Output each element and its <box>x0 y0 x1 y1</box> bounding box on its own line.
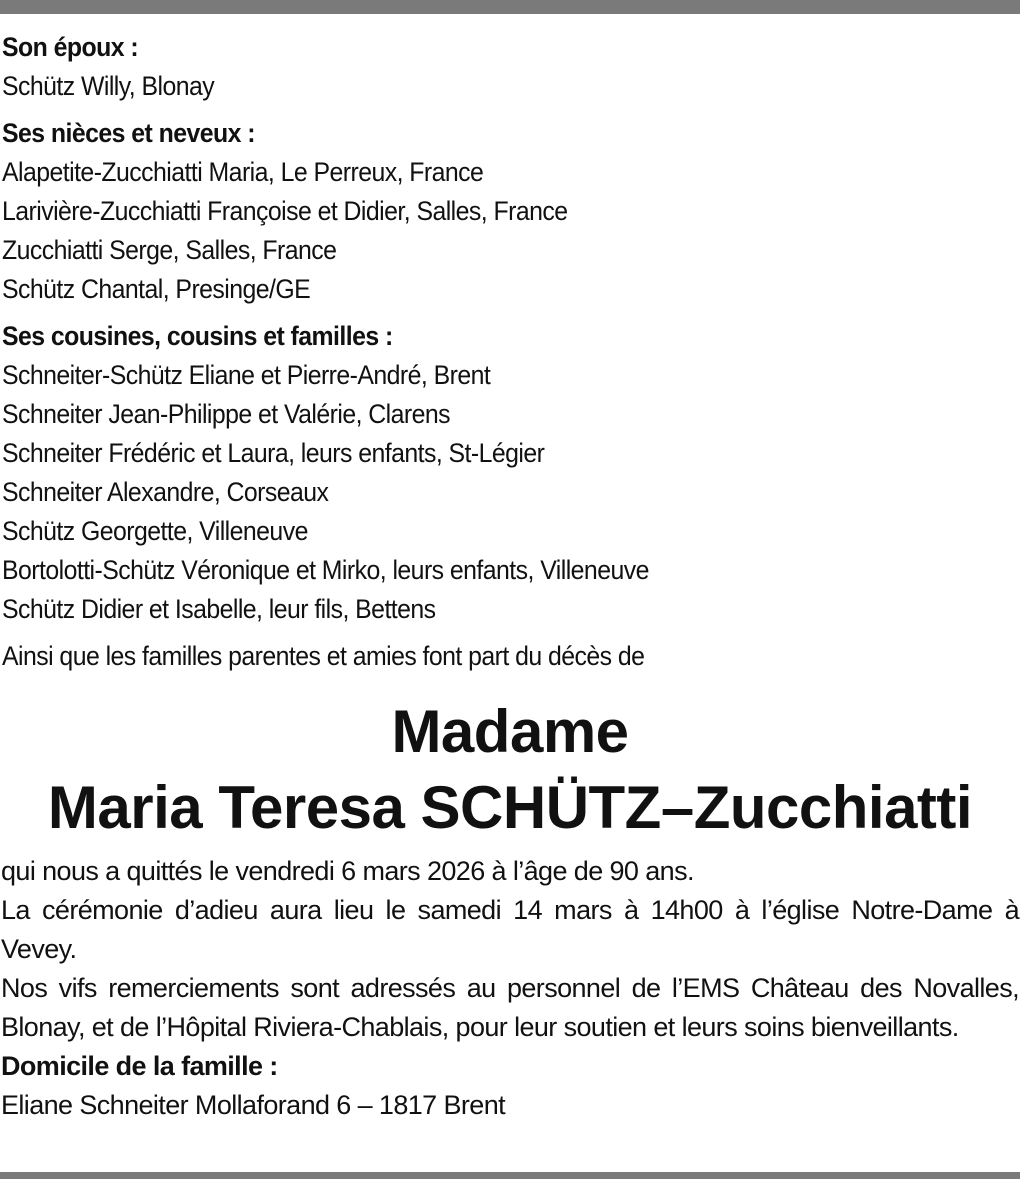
domicile-heading: Domicile de la famille : <box>1 1051 278 1081</box>
cousin-line: Schneiter Frédéric et Laura, leurs enfants, St-Légier <box>2 438 545 468</box>
cousins-heading: Ses cousines, cousins et familles : <box>2 321 393 351</box>
cousin-line: Schütz Georgette, Villeneuve <box>2 516 308 546</box>
spouse-line: Schütz Willy, Blonay <box>2 71 215 101</box>
nieces-heading: Ses nièces et neveux : <box>2 118 255 148</box>
domicile-address: Eliane Schneiter Mollaforand 6 – 1817 Brent <box>1 1090 506 1120</box>
niece-line: Larivière-Zucchiatti Françoise et Didier, Salles, France <box>2 196 568 226</box>
bottom-rule <box>0 1172 1020 1179</box>
announcement-text: Ainsi que les familles parentes et amies font part du décès de <box>2 641 645 671</box>
cousins-section <box>2 317 1018 629</box>
cousin-line: Bortolotti-Schütz Véronique et Mirko, leurs enfants, Villeneuve <box>2 555 649 585</box>
thanks-text: Nos vifs remerciements sont adressés au personnel de l’EMS Château des Novalles, Blonay, et de l’Hôpital Riviera-Chablais, pour leur soutien et leurs soins bienveillants. <box>1 973 1019 1042</box>
ceremony-text: La cérémonie d’adieu aura lieu le samedi 14 mars à 14h00 à l’église Notre-Dame à Vevey. <box>1 895 1019 964</box>
niece-line: Schütz Chantal, Presinge/GE <box>2 274 311 304</box>
spouse-section <box>2 28 1018 106</box>
cousin-line: Schneiter Alexandre, Corseaux <box>2 477 329 507</box>
deceased-name-block <box>0 694 1020 846</box>
passing-text: qui nous a quittés le vendredi 6 mars 2026 à l’âge de 90 ans. <box>1 856 694 886</box>
spouse-heading: Son époux : <box>2 32 139 62</box>
niece-line: Zucchiatti Serge, Salles, France <box>2 235 337 265</box>
deceased-title: Madame <box>391 698 629 765</box>
nieces-section <box>2 114 1018 309</box>
cousin-line: Schneiter-Schütz Eliane et Pierre-André, Brent <box>2 360 491 390</box>
notice-details <box>1 852 1019 1125</box>
family-list <box>2 28 1018 676</box>
deceased-name: Maria Teresa SCHÜTZ–Zucchiatti <box>47 774 973 841</box>
cousin-line: Schneiter Jean-Philippe et Valérie, Clarens <box>2 399 451 429</box>
niece-line: Alapetite-Zucchiatti Maria, Le Perreux, France <box>2 157 484 187</box>
top-rule <box>0 0 1020 14</box>
cousin-line: Schütz Didier et Isabelle, leur fils, Bettens <box>2 594 436 624</box>
